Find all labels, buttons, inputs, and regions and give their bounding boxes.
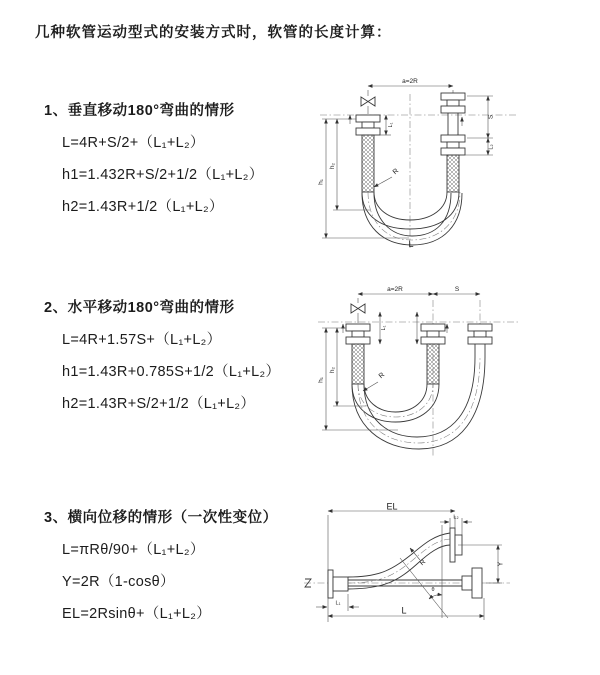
valve-icon	[351, 304, 365, 323]
dimension-l1	[316, 594, 359, 611]
formula-l: L=4R+1.57S+（L₁+L₂）	[62, 332, 222, 348]
left-riser-fitting	[346, 324, 370, 384]
section-1-heading: 1、垂直移动180°弯曲的情形	[44, 103, 235, 119]
dim-label-l1: L₁	[381, 325, 387, 331]
right-riser-fitting	[468, 324, 492, 357]
hose-curves	[352, 357, 485, 449]
dim-label-r: R	[418, 558, 428, 568]
dim-label-l2: L₂	[453, 514, 459, 521]
formula-el: EL=2Rsinθ+（L₁+L₂）	[62, 606, 212, 622]
dim-label-a2r: a=2R	[387, 286, 403, 293]
formula-h2: h2=1.43R+S/2+1/2（L₁+L₂）	[62, 396, 256, 412]
dim-label-y: Y	[497, 561, 505, 567]
dimension-l	[328, 598, 484, 620]
dim-label-r: R	[377, 371, 387, 381]
dim-label-s: S	[454, 286, 460, 293]
dimension-l1	[380, 115, 394, 135]
right-riser-fitting	[441, 93, 465, 192]
dim-label-l1: L₁	[388, 122, 394, 128]
section-2-heading: 2、水平移动180°弯曲的情形	[44, 300, 235, 316]
dimension-a2r-s	[358, 286, 480, 303]
radius-leader	[363, 372, 386, 391]
formula-l: L=πRθ/90+（L₁+L₂）	[62, 542, 205, 558]
diagram-horizontal-movement	[310, 280, 548, 462]
left-flange-fitting	[328, 570, 348, 598]
formula-h1: h1=1.432R+S/2+1/2（L₁+L₂）	[62, 167, 264, 183]
dimension-l2	[440, 515, 472, 536]
dimension-l1	[380, 312, 417, 344]
dimension-a2r	[368, 78, 453, 112]
formula-h1: h1=1.43R+0.785S+1/2（L₁+L₂）	[62, 364, 281, 380]
centerlines	[318, 300, 518, 456]
dim-label-l2: L₂	[488, 144, 495, 150]
dim-label-l1: L₁	[335, 600, 341, 607]
dim-label-theta: θ	[431, 587, 435, 593]
middle-riser-fitting	[421, 324, 445, 384]
dim-label-h2: h₂	[329, 366, 336, 374]
dim-label-r: R	[391, 167, 401, 177]
dim-label-h2: h₂	[329, 162, 336, 170]
hose-curves	[362, 192, 462, 245]
dim-label-h1: h₁	[317, 179, 325, 185]
diagram-lateral-displacement	[296, 500, 572, 652]
dim-label-h1: h₁	[317, 377, 325, 383]
dim-label-l: L	[401, 605, 407, 616]
valve-icon	[361, 97, 375, 114]
section-lateral-displacement	[44, 506, 314, 623]
formula-y: Y=2R（1-cosθ）	[62, 574, 175, 590]
dim-label-l-total: L	[408, 239, 414, 249]
formula-l: L=4R+S/2+（L₁+L₂）	[62, 135, 205, 151]
radius-leader	[374, 168, 400, 187]
dimension-s-l2	[461, 96, 495, 155]
dim-label-a2r: a=2R	[402, 78, 418, 85]
section-vertical-movement	[44, 99, 314, 216]
dim-label-el: EL	[386, 501, 398, 512]
section-horizontal-movement	[44, 296, 314, 413]
dimension-el	[328, 502, 455, 623]
page-title: 几种软管运动型式的安装方式时，软管的长度计算：	[35, 25, 392, 41]
section-3-heading: 3、横向位移的情形（一次性变位）	[44, 510, 278, 526]
hose-s-curve	[348, 533, 450, 589]
diagram-vertical-movement	[310, 70, 548, 252]
left-riser-fitting	[356, 115, 380, 192]
dim-label-s: S	[487, 114, 495, 120]
formula-h2: h2=1.43R+1/2（L₁+L₂）	[62, 199, 224, 215]
